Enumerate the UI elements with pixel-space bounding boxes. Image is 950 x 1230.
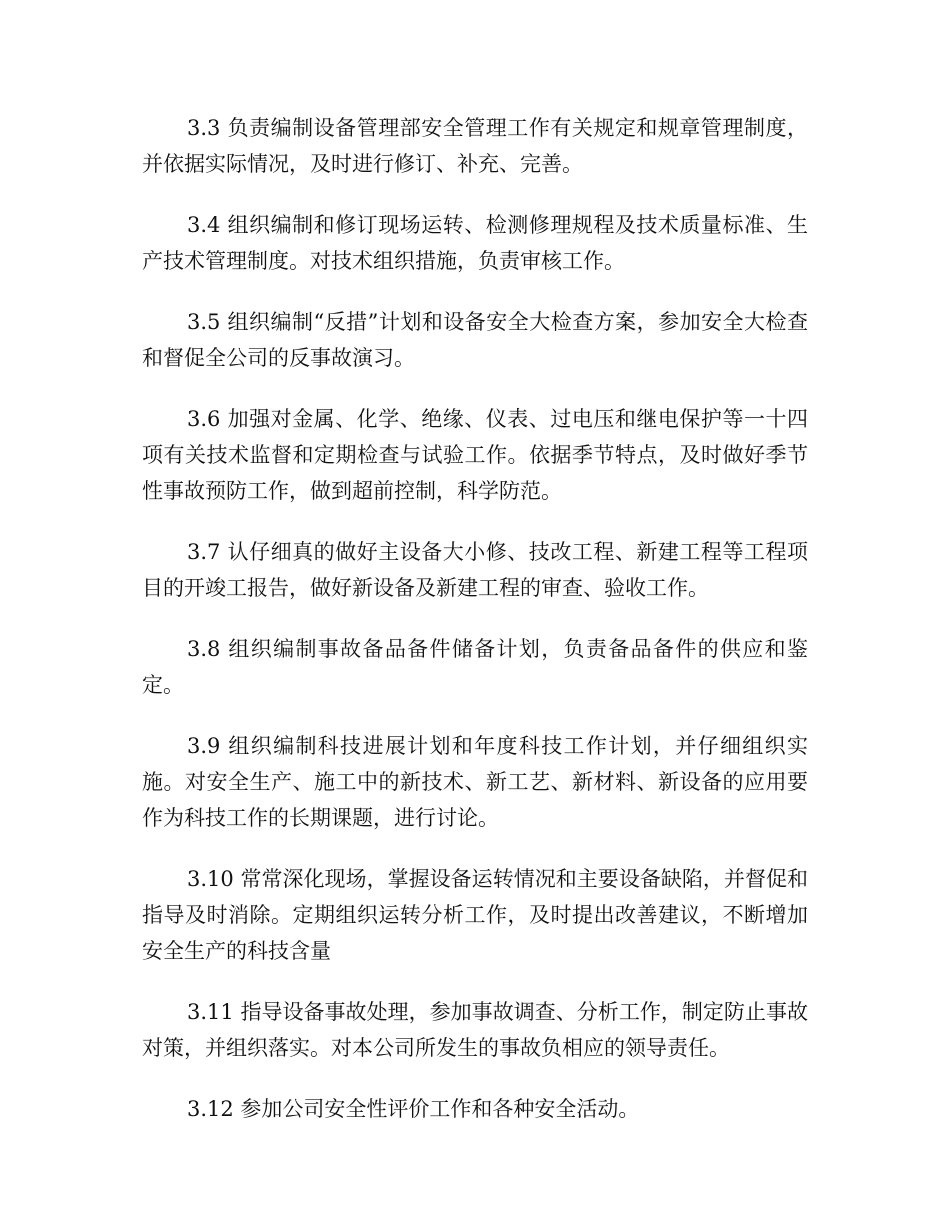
paragraph-3-11: 3.11 指导设备事故处理，参加事故调查、分析工作，制定防止事故对策，并组织落实。对本公司所发生的事故负相应的领导责任。 bbox=[142, 1000, 808, 1060]
paragraph-3-7: 3.7 认仔细真的做好主设备大小修、技改工程、新建工程等工程项目的开竣工报告，做好新设备及新建工程的审查、验收工作。 bbox=[142, 540, 808, 600]
paragraph-3-9: 3.9 组织编制科技进展计划和年度科技工作计划，并仔细组织实施。对安全生产、施工中的新技术、新工艺、新材料、新设备的应用要作为科技工作的长期课题，进行讨论。 bbox=[142, 734, 808, 830]
paragraph-3-4: 3.4 组织编制和修订现场运转、检测修理规程及技术质量标准、生产技术管理制度。对技术组织措施，负责审核工作。 bbox=[142, 213, 808, 273]
paragraph-3-5: 3.5 组织编制“反措”计划和设备安全大检查方案，参加安全大检查和督促全公司的反事故演习。 bbox=[142, 310, 808, 370]
document-body bbox=[142, 110, 808, 1152]
paragraph-3-10: 3.10 常常深化现场，掌握设备运转情况和主要设备缺陷，并督促和指导及时消除。定期组织运转分析工作，及时提出改善建议，不断增加安全生产的科技含量 bbox=[142, 867, 808, 963]
paragraph-3-6: 3.6 加强对金属、化学、绝缘、仪表、过电压和继电保护等一十四项有关技术监督和定期检查与试验工作。依据季节特点，及时做好季节性事故预防工作，做到超前控制，科学防范。 bbox=[142, 407, 808, 503]
paragraph-3-8: 3.8 组织编制事故备品备件储备计划，负责备品备件的供应和鉴定。 bbox=[142, 637, 808, 697]
paragraph-3-3: 3.3 负责编制设备管理部安全管理工作有关规定和规章管理制度，并依据实际情况，及时进行修订、补充、完善。 bbox=[142, 116, 808, 176]
paragraph-3-12: 3.12 参加公司安全性评价工作和各种安全活动。 bbox=[187, 1097, 640, 1121]
